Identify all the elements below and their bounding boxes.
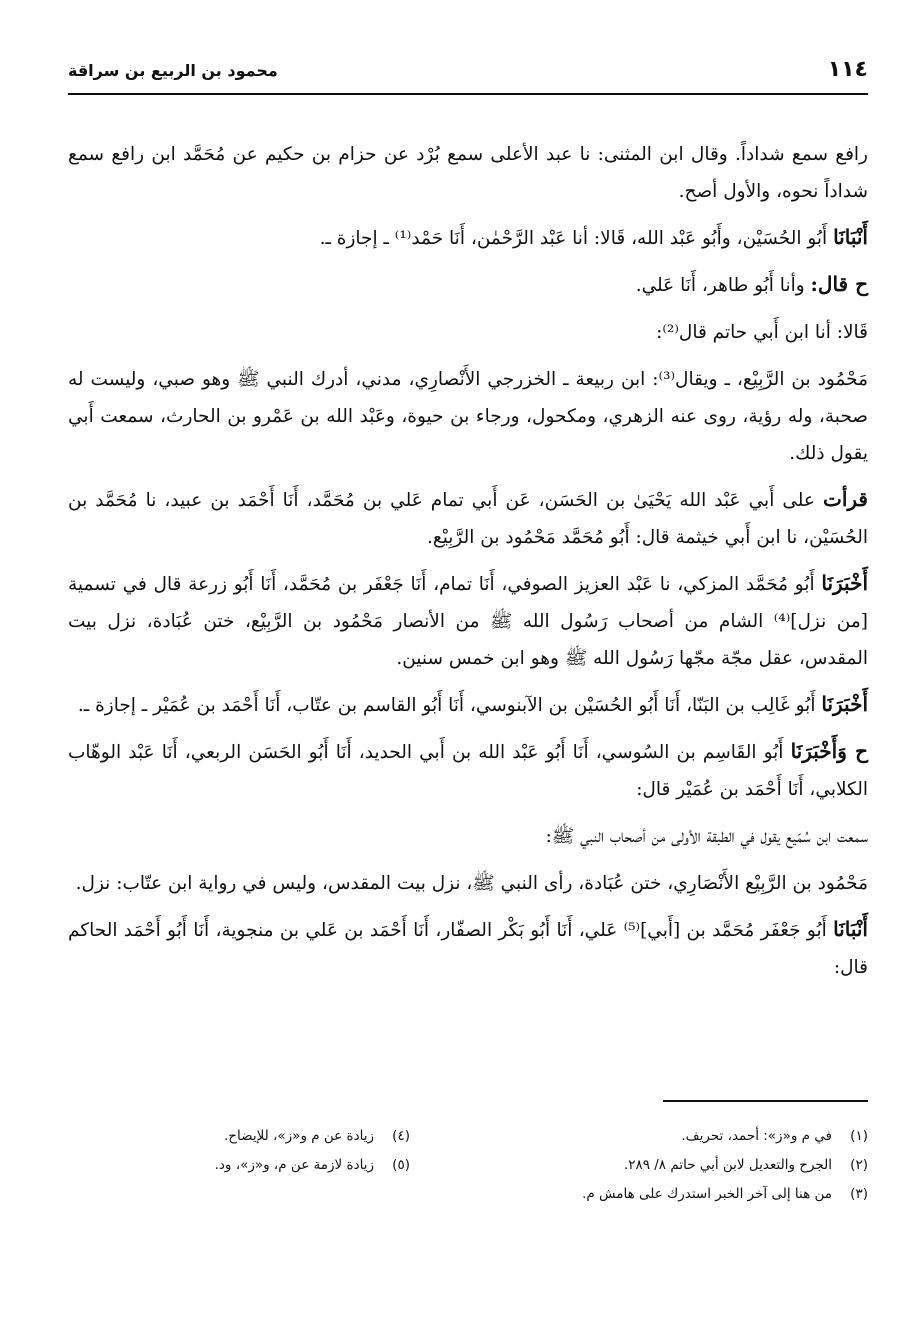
paragraph-text: أَبُو غَالِب بن البَنّا، أَنَا أَبُو الحُسَيْن بن الآبنوسي، أَنَا أَبُو القاسم بن عتّاب، أَنَا أَحْمَد بن عُمَيْر ـ إجازة ـ.: [77, 695, 822, 716]
footnote-columns: [68, 1122, 868, 1209]
footnote-column-left: [68, 1122, 410, 1209]
paragraph: [68, 360, 868, 472]
paragraph: [68, 481, 868, 556]
paragraph-lead: أَخْبَرَنَا: [821, 692, 868, 716]
footnote: [80, 1122, 410, 1151]
footnote: [80, 1151, 410, 1180]
footnote-column-right: [448, 1122, 868, 1209]
paragraph-lead: أَخْبَرَنَا: [821, 571, 868, 595]
main-text: [68, 135, 868, 986]
paragraph-text: مَحْمُود بن الرَّبِيْع، ـ ويقال⁽³⁾: ابن ربيعة ـ الخزرجي الأَنْصارِي، مدني، أدرك النبي ﷺ وهو صبي، وليست له صحبة، وله رؤية، روى عنه الزهري، ومكحول، ورجاء بن حيوة، وعَبْد الله بن عَمْرو بن الحارث، سمعت أَبي يقول ذلك.: [68, 369, 868, 464]
footnote-text: في م و«ز»: أحمد، تحريف.: [681, 1128, 832, 1144]
paragraph: [68, 565, 868, 677]
footnote-separator: [663, 1100, 868, 1102]
paragraph-lead: ح وَأَخْبَرَنَا: [790, 739, 868, 763]
page-number: ١١٤: [827, 57, 868, 82]
paragraph-text: رافع سمع شداداً. وقال ابن المثنى: نا عبد الأعلى سمع بُرْد عن حزام بن حكيم عن مُحَمَّد ابن رافع سمع شداداً نحوه، والأول أصح.: [68, 144, 868, 202]
paragraph-text: مَحْمُود بن الرَّبِيْع الأَنْصَارِي، ختن عُبَادة، رأى النبي ﷺ، نزل بيت المقدس، وليس في رواية ابن عتّاب: نزل.: [75, 873, 868, 894]
paragraph: [68, 686, 868, 724]
paragraph: [68, 219, 868, 257]
paragraph-text: أَبُو جَعْفَر مُحَمَّد بن [أَبي]⁽⁵⁾ عَلي، أَنَا أَبُو بَكْر الصفّار، أَنَا أَحْمَد بن عَلي بن منجوية، أَنَا أَبُو أَحْمَد الحاكم قال:: [68, 920, 868, 978]
paragraph: [68, 911, 868, 986]
paragraph-text: أَبُو مُحَمَّد المزكي، نا عَبْد العزيز الصوفي، أَنَا تمام، أَنَا جَعْفَر بن مُحَمَّد، أَنَا أَبُو زرعة قال في تسمية [من نزل]⁽⁴⁾ الشام من أصحاب رَسُول الله ﷺ من الأنصار مَحْمُود بن الرَّبِيْع، ختن عُبَادة، نزل بيت المقدس، عقل مجّة مجّها رَسُول الله ﷺ وهو ابن خمس سنين.: [68, 574, 868, 669]
footnote-text: الجرح والتعديل لابن أبي حاتم ٨/ ٢٨٩.: [623, 1157, 832, 1173]
paragraph-lead: أَنْبَانَا: [833, 917, 868, 941]
paragraph-text: أَبُو القَاسِم بن السُوسي، أَنَا أَبُو عَبْد الله بن أَبي الحديد، أَنَا أَبُو الحَسَن الربعي، أَنَا عَبْد الوهّاب الكلابي، أَنَا أَحْمَد بن عُمَيْر قال:: [68, 742, 868, 800]
paragraph: [68, 864, 868, 902]
paragraph-text: أَبُو الحُسَيْن، وأَبُو عَبْد الله، قَالا: أنا عَبْد الرَّحْمٰن، أَنَا حَمْد⁽¹⁾ ـ إجازة ـ.: [319, 228, 834, 249]
footnotes: [68, 1100, 868, 1209]
paragraph-text: سمعت ابن سُمَيع يقول في الطبقة الأولى من أصحاب النبي ﷺ:: [545, 826, 868, 847]
paragraph-text: وأنا أَبُو طاهر، أَنَا عَلي.: [635, 275, 811, 296]
footnote-text: زيادة لازمة عن م، و«ز»، ود.: [214, 1157, 374, 1173]
paragraph: [68, 733, 868, 808]
paragraph: [68, 313, 868, 351]
running-title: محمود بن الربيع بن سراقة: [68, 61, 278, 80]
paragraph-lead: أَنْبَانَا: [833, 225, 868, 249]
paragraph-text: على أَبي عَبْد الله يَحْيَىٰ بن الحَسَن، عَن أَبي تمام عَلي بن مُحَمَّد، أَنَا أَحْمَد بن عبيد، نا مُحَمَّد بن الحُسَيْن، نا ابن أَبي خيثمة قال: أَبُو مُحَمَّد مَحْمُود بن الرَّبِيْع.: [68, 490, 868, 548]
paragraph-lead: ح قال:: [810, 272, 868, 296]
footnote-number: (٣): [850, 1186, 868, 1202]
footnote-number: (٤): [392, 1128, 410, 1144]
paragraph-lead: قرأت: [823, 487, 868, 511]
page-header: [68, 55, 868, 95]
footnote-text: زيادة عن م و«ز»، للإيضاح.: [224, 1128, 374, 1144]
paragraph: [68, 266, 868, 304]
footnote: [448, 1151, 868, 1180]
paragraph-text: قَالا: أنا ابن أَبي حاتم قال⁽²⁾:: [656, 322, 868, 343]
footnote-number: (٢): [850, 1157, 868, 1173]
paragraph: [68, 817, 868, 855]
footnote: [448, 1122, 868, 1151]
footnote-number: (١): [850, 1128, 868, 1144]
footnote-text: من هنا إلى آخر الخبر استدرك على هامش م.: [582, 1186, 832, 1202]
book-page: [68, 55, 868, 1285]
footnote-number: (٥): [392, 1157, 410, 1173]
paragraph: [68, 135, 868, 210]
footnote: [448, 1180, 868, 1209]
